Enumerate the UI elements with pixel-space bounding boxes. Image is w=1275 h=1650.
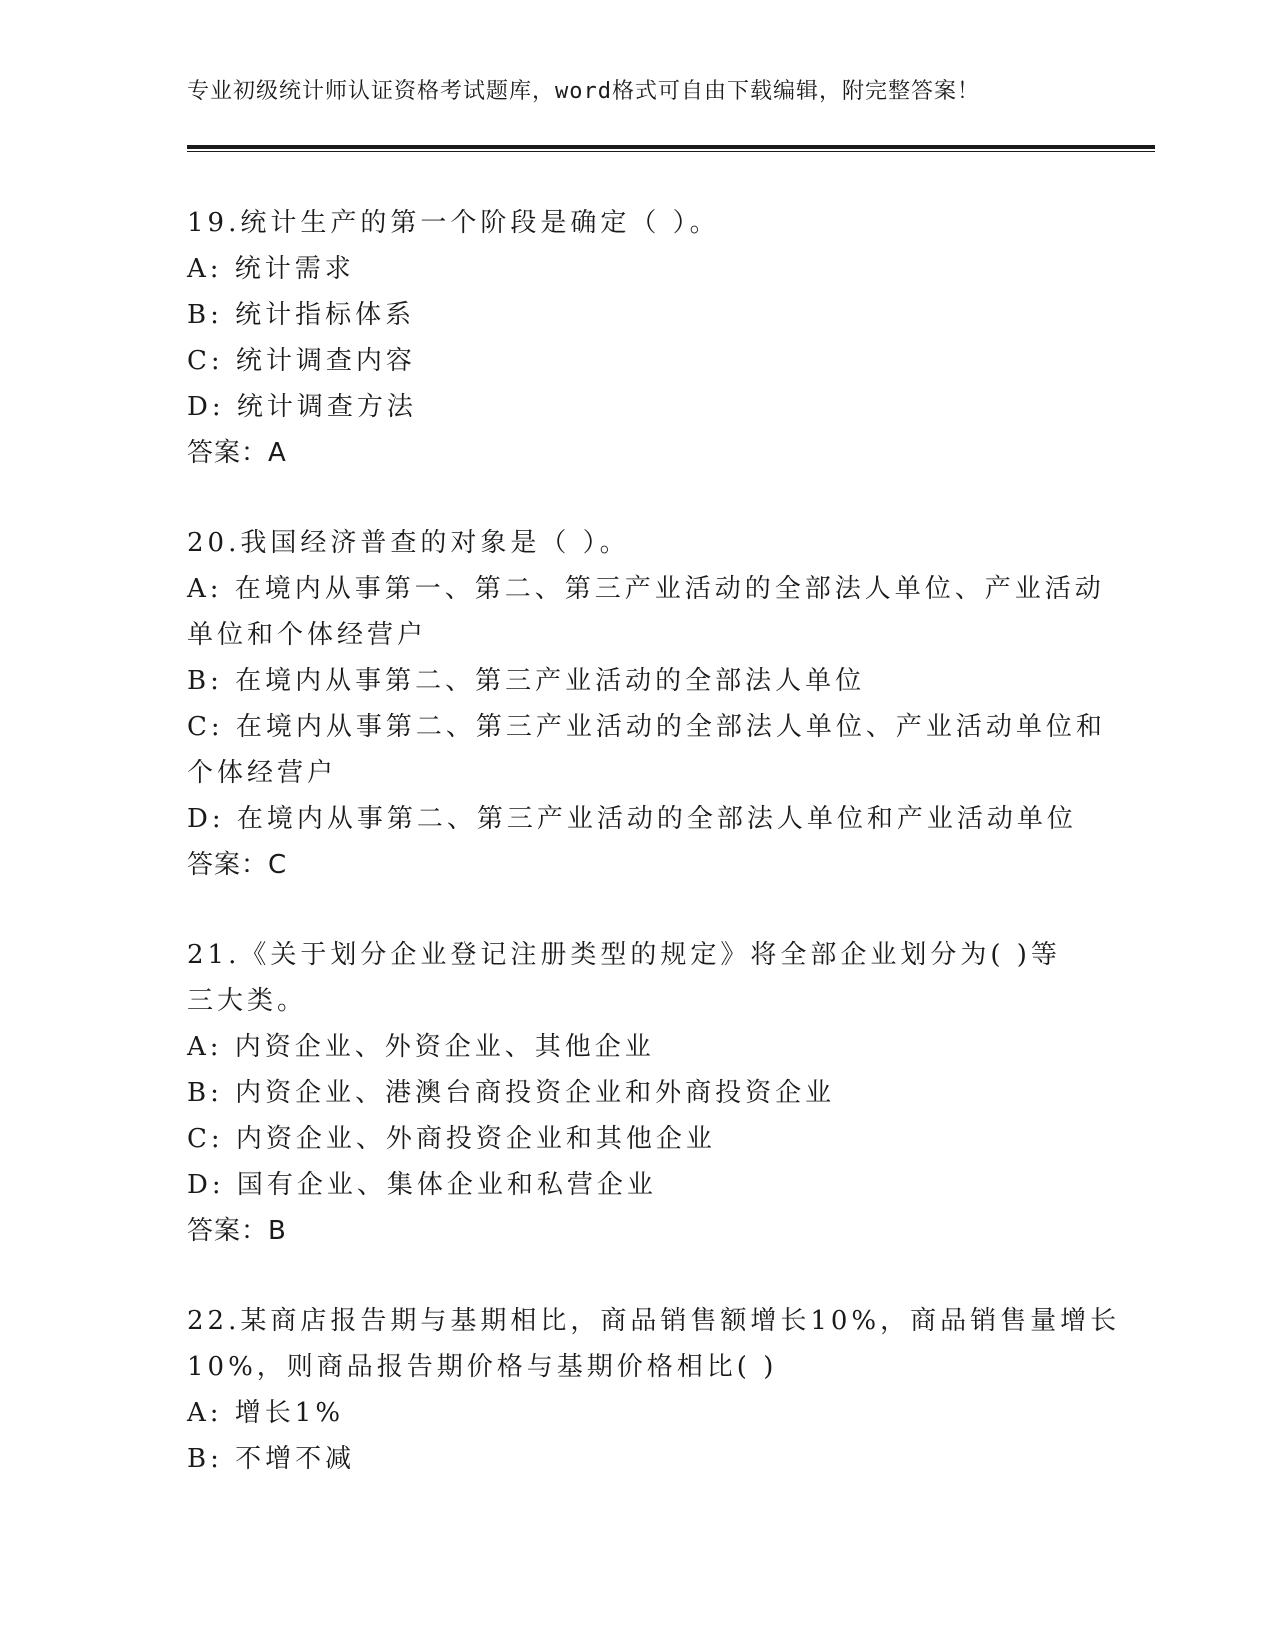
- header-rule-thin: [187, 151, 1155, 152]
- option-d: D: 国有企业、集体企业和私营企业: [187, 1170, 657, 1200]
- question-20: [187, 520, 1106, 888]
- option-b: B: 内资企业、港澳台商投资企业和外商投资企业: [187, 1078, 836, 1108]
- question-stem: 19.统计生产的第一个阶段是确定（ ）。: [187, 208, 720, 238]
- option-a-continued: 单位和个体经营户: [187, 620, 428, 650]
- page-header: 专业初级统计师认证资格考试题库，word格式可自由下载编辑，附完整答案！: [187, 79, 980, 104]
- option-b: B: 在境内从事第二、第三产业活动的全部法人单位: [187, 666, 866, 696]
- answer: 答案：B: [187, 1216, 287, 1246]
- option-b: B: 统计指标体系: [187, 300, 416, 330]
- option-a: A: 内资企业、外资企业、其他企业: [187, 1032, 655, 1062]
- option-c: C: 在境内从事第二、第三产业活动的全部法人单位、产业活动单位和: [187, 712, 1106, 742]
- question-21: [187, 932, 1087, 1254]
- answer: 答案：A: [187, 438, 287, 468]
- option-c: C: 统计调查内容: [187, 346, 416, 376]
- option-d: D: 在境内从事第二、第三产业活动的全部法人单位和产业活动单位: [187, 804, 1077, 834]
- option-a: A: 增长1%: [187, 1398, 345, 1428]
- option-c: C: 内资企业、外商投资企业和其他企业: [187, 1124, 716, 1154]
- question-stem-continued: 10%，则商品报告期价格与基期价格相比( ): [187, 1352, 778, 1382]
- question-stem: 20.我国经济普查的对象是（ ）。: [187, 528, 630, 558]
- header-rule-thick: [187, 145, 1155, 149]
- option-a: A: 在境内从事第一、第二、第三产业活动的全部法人单位、产业活动: [187, 574, 1105, 604]
- option-c-continued: 个体经营户: [187, 758, 338, 788]
- question-stem-continued: 三大类。: [187, 986, 308, 1016]
- question-stem: 22.某商店报告期与基期相比，商品销售额增长10%，商品销售量增长: [187, 1306, 1121, 1336]
- question-19: [187, 200, 1087, 476]
- question-stem: 21.《关于划分企业登记注册类型的规定》将全部企业划分为( )等: [187, 940, 1061, 970]
- question-list: [187, 200, 1121, 1526]
- option-a: A: 统计需求: [187, 254, 355, 284]
- option-b: B: 不增不减: [187, 1444, 356, 1474]
- answer: 答案：C: [187, 850, 288, 880]
- option-d: D: 统计调查方法: [187, 392, 417, 422]
- question-22: [187, 1298, 1121, 1482]
